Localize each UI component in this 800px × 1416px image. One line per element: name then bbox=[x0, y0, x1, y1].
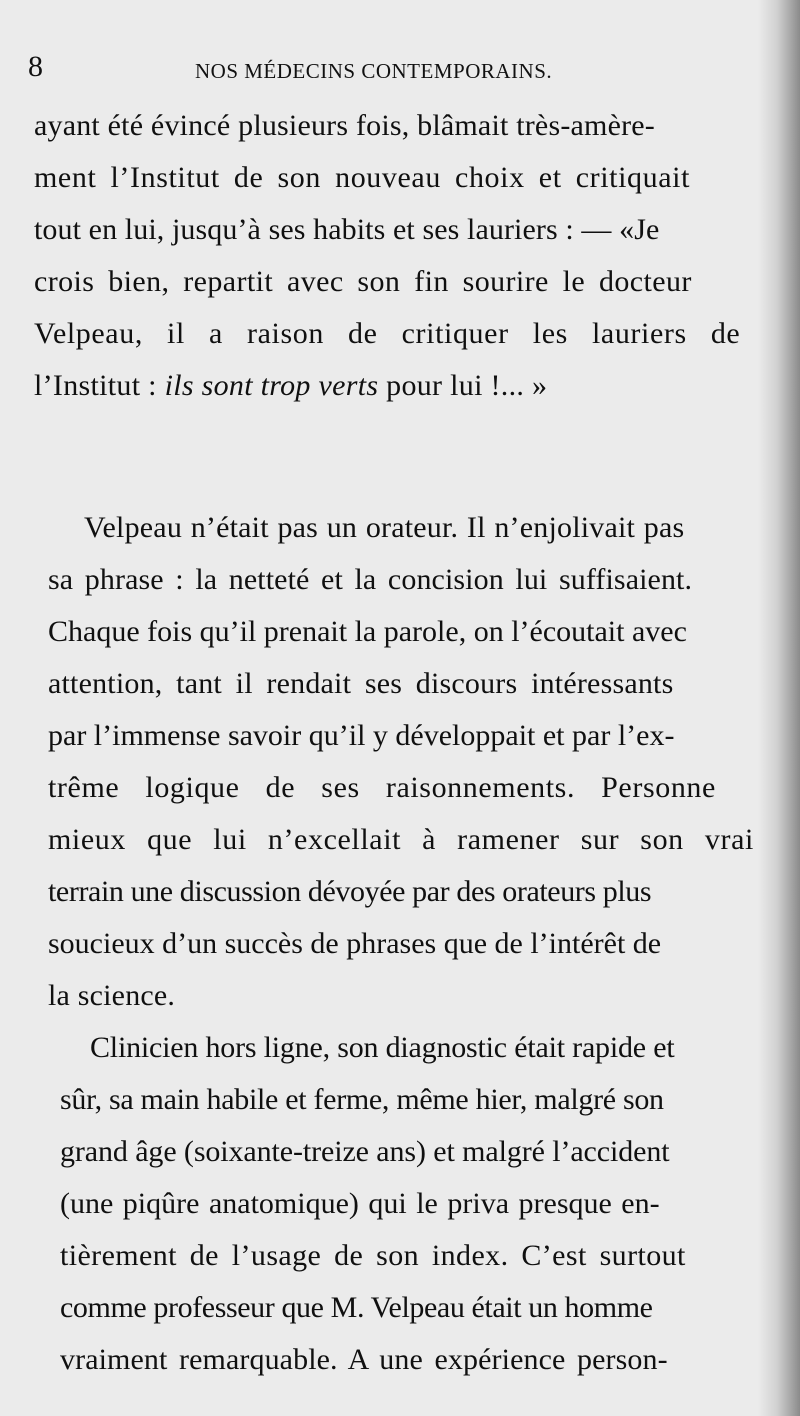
text-line: soucieux d’un succès de phrases que de l’intérêt de bbox=[48, 927, 662, 960]
text-line: terrain une discussion dévoyée par des orateurs plus bbox=[48, 875, 652, 908]
text-line: tout en lui, jusqu’à ses habits et ses lauriers : — «Je bbox=[34, 213, 660, 246]
page-header bbox=[28, 50, 588, 86]
text-line: tièrement de l’usage de son index. C’est surtout bbox=[60, 1239, 686, 1272]
text-line: sa phrase : la netteté et la concision lui suffisaient. bbox=[48, 563, 693, 596]
text-line: attention, tant il rendait ses discours intéressants bbox=[48, 667, 674, 700]
text-line: trême logique de ses raisonnements. Personne bbox=[48, 771, 716, 804]
text-line: comme professeur que M. Velpeau était un homme bbox=[60, 1291, 653, 1324]
text-segment: l’Institut : bbox=[34, 369, 165, 402]
text-line: ayant été évincé plusieurs fois, blâmait très-amère- bbox=[34, 109, 655, 142]
text-line: Velpeau n’était pas un orateur. Il n’enjolivait pas bbox=[84, 511, 685, 544]
text-line: Velpeau, il a raison de critiquer les lauriers de bbox=[34, 317, 741, 350]
running-head: NOS MÉDECINS CONTEMPORAINS. bbox=[195, 59, 553, 83]
page-gutter-shadow bbox=[758, 0, 800, 1416]
italic-phrase: ils sont trop verts bbox=[164, 369, 379, 402]
text-line: crois bien, repartit avec son fin sourire le docteur bbox=[34, 265, 692, 298]
text-line-with-italic bbox=[34, 368, 547, 404]
text-segment: pour lui !... » bbox=[378, 369, 548, 402]
text-line: la science. bbox=[48, 979, 176, 1012]
text-line: Clinicien hors ligne, son diagnostic était rapide et bbox=[90, 1031, 675, 1064]
text-line: mieux que lui n’excellait à ramener sur son vrai bbox=[48, 823, 754, 856]
text-line: ment l’Institut de son nouveau choix et critiquait bbox=[34, 161, 691, 194]
text-line: (une piqûre anatomique) qui le priva presque en- bbox=[60, 1187, 660, 1220]
text-line: vraiment remarquable. A une expérience person- bbox=[60, 1343, 668, 1376]
text-line: grand âge (soixante-treize ans) et malgré l’accident bbox=[60, 1135, 670, 1168]
text-line: Chaque fois qu’il prenait la parole, on l’écoutait avec bbox=[48, 615, 687, 648]
page-number: 8 bbox=[28, 50, 43, 83]
text-line: sûr, sa main habile et ferme, même hier, malgré son bbox=[60, 1083, 664, 1116]
text-line: par l’immense savoir qu’il y développait et par l’ex- bbox=[48, 719, 675, 752]
